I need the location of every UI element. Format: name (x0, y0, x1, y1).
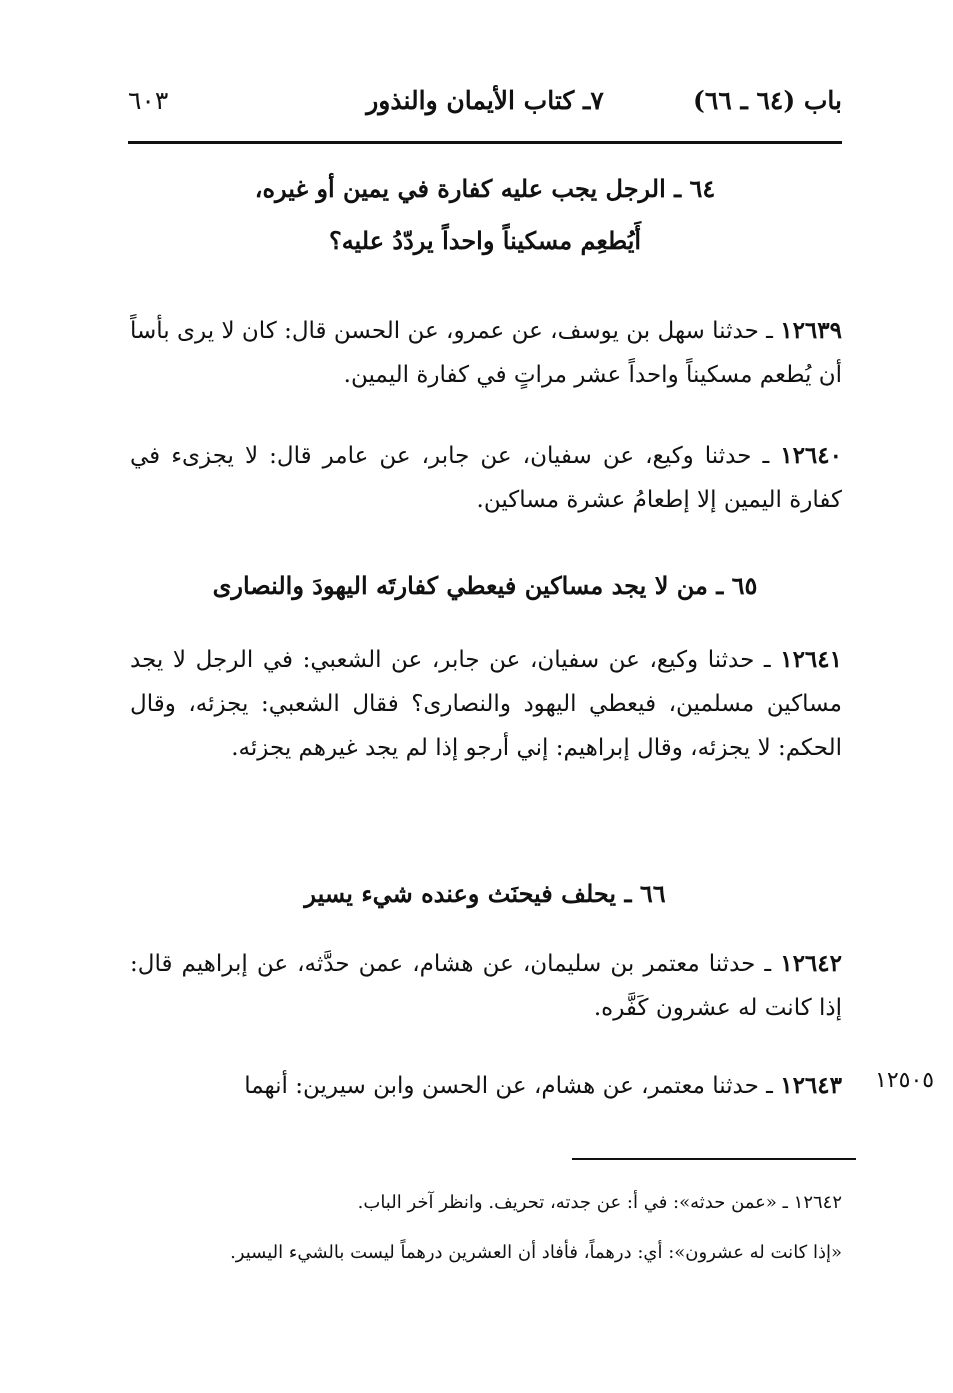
hadith-text: ـ حدثنا معتمر بن سليمان، عن هشام، عمن حدَّثه، عن إبراهيم قال: إذا كانت له عشرون كَفَّره. (130, 951, 842, 1021)
header-rule (128, 141, 842, 144)
page-header (128, 86, 842, 126)
hadith-12642 (130, 942, 842, 1030)
hadith-text: ـ حدثنا معتمر، عن هشام، عن الحسن وابن سيرين: أنهما (244, 1073, 781, 1099)
page-number: ٦٠٣ (128, 86, 169, 115)
hadith-number: ١٢٦٤٠ (780, 442, 842, 469)
section-65-heading: ٦٥ ـ من لا يجد مساكين فيعطي كفارتَه اليهودَ والنصارى (212, 571, 758, 600)
footnote-rule (572, 1158, 856, 1160)
book-title: ٧ـ كتاب الأيمان والنذور (366, 86, 604, 115)
hadith-12639 (130, 309, 842, 397)
hadith-number: ١٢٦٣٩ (780, 317, 842, 344)
hadith-number: ١٢٦٤٢ (780, 950, 842, 977)
hadith-number: ١٢٦٤١ (780, 646, 842, 673)
hadith-text: ـ حدثنا وكيع، عن سفيان، عن جابر، عن الشعبي: في الرجل لا يجد مساكين مسلمين، فيعطي اليهود والنصارى؟ فقال الشعبي: يجزئه، وقال الحكم: لا يجزئه، وقال إبراهيم: إني أرجو إذا لم يجد غيرهم يجزئه. (130, 647, 842, 761)
hadith-text: ـ حدثنا وكيع، عن سفيان، عن جابر، عن عامر قال: لا يجزىء في كفارة اليمين إلا إطعامُ عشرة مساكين. (130, 443, 842, 513)
hadith-text: ـ حدثنا سهل بن يوسف، عن عمرو، عن الحسن قال: كان لا يرى بأساً أن يُطعم مسكيناً واحداً عشر مراتٍ في كفارة اليمين. (130, 318, 842, 388)
hadith-12641 (130, 638, 842, 770)
margin-reference-number: ١٢٥٠٥ (875, 1068, 935, 1093)
section-66-heading: ٦٦ ـ يحلف فيحنَث وعنده شيء يسير (304, 879, 666, 908)
section-64-line-1: ٦٤ ـ الرجل يجب عليه كفارة في يمين أو غيره، (254, 174, 716, 203)
section-64-heading (128, 163, 842, 267)
hadith-number: ١٢٦٤٣ (780, 1072, 842, 1099)
footnote-1: ١٢٦٤٢ ـ «عمن حدثه»: في أ: عن جدته، تحريف. وانظر آخر الباب. (357, 1192, 842, 1213)
chapter-reference: باب (٦٤ ـ ٦٦) (693, 86, 842, 115)
footnote-2: «إذا كانت له عشرون»: أي: درهماً، فأفاد أن العشرين درهماً ليست بالشيء اليسير. (230, 1242, 842, 1263)
hadith-12643 (130, 1064, 842, 1108)
hadith-12640 (130, 434, 842, 522)
section-64-line-2: أَيُطعِم مسكيناً واحداً يردّدُ عليه؟ (328, 226, 642, 255)
